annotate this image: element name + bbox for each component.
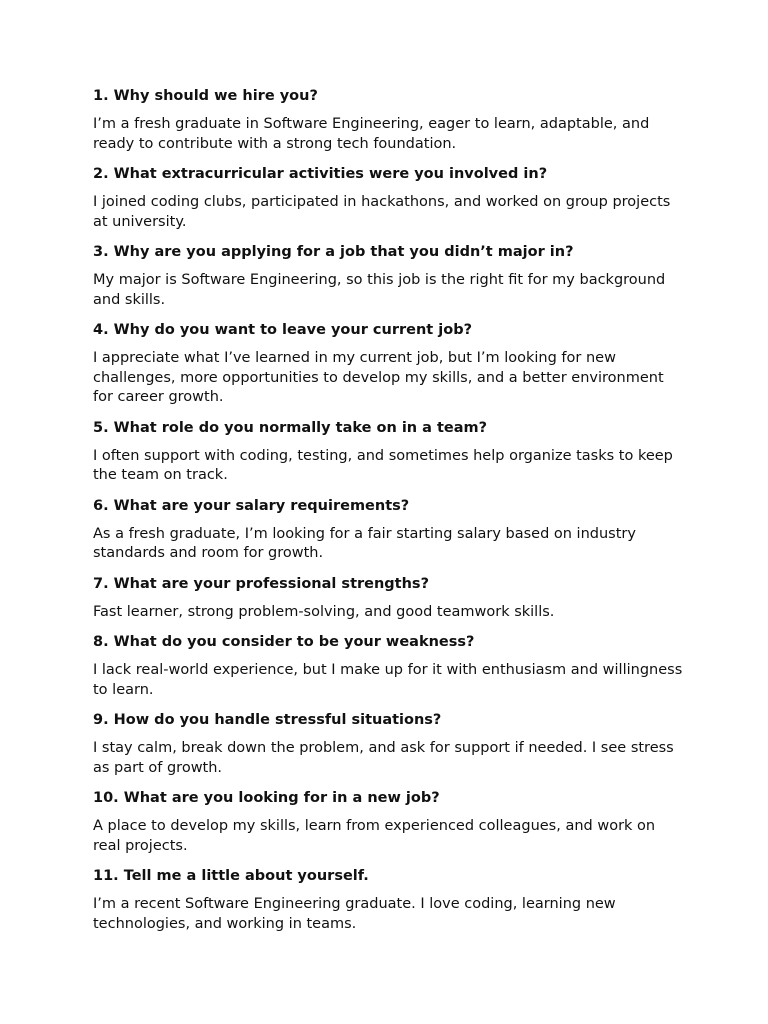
question-10: 10. What are you looking for in a new job?	[93, 790, 440, 806]
answer-1: I’m a fresh graduate in Software Engineering, eager to learn, adaptable, and ready to contribute with a strong tech foundation.	[93, 116, 650, 152]
qa-item-4	[93, 320, 683, 408]
answer-2: I joined coding clubs, participated in hackathons, and worked on group projects at university.	[93, 194, 671, 230]
qa-item-6	[93, 496, 683, 564]
qa-item-2	[93, 164, 683, 232]
answer-7: Fast learner, strong problem-solving, and good teamwork skills.	[93, 603, 555, 620]
qa-item-10	[93, 788, 683, 856]
qa-item-1	[93, 86, 683, 154]
answer-3: My major is Software Engineering, so this job is the right fit for my background and skills.	[93, 272, 666, 308]
question-11: 11. Tell me a little about yourself.	[93, 868, 369, 884]
question-7: 7. What are your professional strengths?	[93, 575, 429, 592]
qa-item-5	[93, 418, 683, 486]
qa-item-8	[93, 632, 683, 700]
qa-item-3	[93, 242, 683, 310]
answer-4: I appreciate what I’ve learned in my current job, but I’m looking for new challenges, more opportunities to develop my skills, and a better environment for career growth.	[93, 350, 664, 405]
qa-item-7	[93, 574, 683, 623]
answer-10: A place to develop my skills, learn from experienced colleagues, and work on real projects.	[93, 818, 656, 854]
qa-item-9	[93, 710, 683, 778]
question-8: 8. What do you consider to be your weakness?	[93, 634, 475, 650]
answer-9: I stay calm, break down the problem, and ask for support if needed. I see stress as part of growth.	[93, 740, 674, 776]
question-6: 6. What are your salary requirements?	[93, 497, 410, 514]
answer-6: As a fresh graduate, I’m looking for a fair starting salary based on industry standards and room for growth.	[93, 525, 636, 561]
qa-item-11	[93, 866, 683, 934]
answer-11: I’m a recent Software Engineering graduate. I love coding, learning new technologies, and working in teams.	[93, 896, 616, 932]
document-page	[93, 86, 683, 944]
question-5: 5. What role do you normally take on in a team?	[93, 419, 488, 436]
question-9: 9. How do you handle stressful situations?	[93, 712, 442, 728]
question-4: 4. Why do you want to leave your current job?	[93, 322, 472, 338]
question-3: 3. Why are you applying for a job that you didn’t major in?	[93, 244, 574, 260]
question-2: 2. What extracurricular activities were you involved in?	[93, 166, 548, 182]
answer-5: I often support with coding, testing, and sometimes help organize tasks to keep the team on track.	[93, 447, 673, 483]
question-1: 1. Why should we hire you?	[93, 88, 318, 104]
answer-8: I lack real-world experience, but I make up for it with enthusiasm and willingness to learn.	[93, 662, 683, 698]
